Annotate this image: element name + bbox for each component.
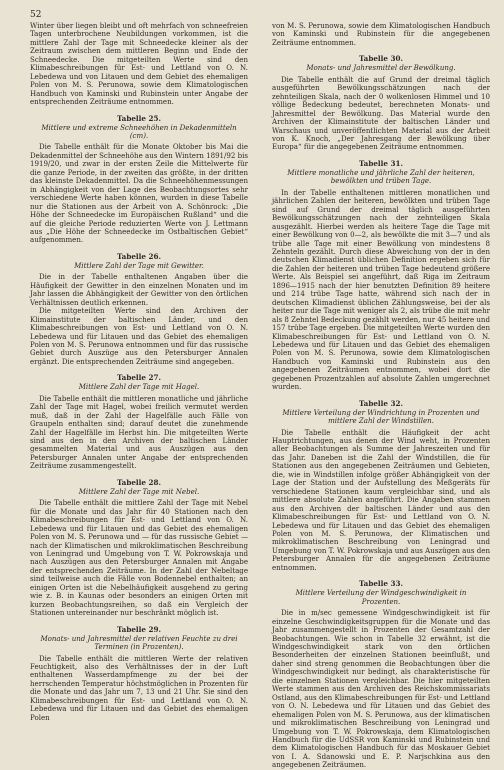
body-paragraph: In der Tabelle enthaltenen mittleren monatlichen und jährlichen Zahlen der heiteren, bewölkten und trüben Tage sind auf Grund der dreimal täglich ausgeführten Bewölkungsschätzungen nach der zehnteiligen Skala ausgezählt. Hierbei werden als heitere Tage die Tage mit einer Bewölkung von 0—2, als bewölkte die mit 3—7 und als trübe alle Tage mit einer Bewölkung von mindestens 8 Zehnteln gezählt. Durch diese Abweichung von der in den deutschen Klimadienst üblichen Definition ergeben sich für die Zahlen der heiteren und trüben Tage bedeutend größere Werte. Als Beispiel sei angeführt, daß Riga im Zeitraum 1896—1915 nach der hier benutzten Definition 89 heitere und 214 trübe Tage hatte, während sich nach der in deutschen Klimadienst üblichen Zählungsweise, bei der als heiter nur die Tage mit weniger als 2, als trübe die mit mehr als 8 Zehntel Bedeckung gezählt werden, nur 45 heitere und 157 trübe Tage ergeben. Die mitgeteilten Werte wurden den Klimabeschreibungen für Est- und Lettland von O. N. Lebedewa und für Litauen und das Gebiet des ehemaligen Polen von M. S. Perunowa, sowie dem Klimatologischen Handbuch von Kaminski und Rubinstein aus den angegebenen Zeiträumen entnommen, wobei dort die gegebenen Prozentzahlen auf absolute Zahlen umgerechnet wurden. bbox=[272, 187, 490, 392]
table-section-caption: Mittlere Zahl der Tage mit Hagel. bbox=[78, 382, 200, 392]
body-paragraph: Die in der Tabelle enthaltenen Angaben über die Häufigkeit der Gewitter in den einzelnen Monaten und im Jahr lassen die Abhängigkeit der Gewitter von den örtlichen Verhältnissen deutlich erkennen. bbox=[30, 272, 248, 307]
table-section-title: Tabelle 28. bbox=[117, 477, 161, 487]
table-section-caption: Monats- und Jahresmittel der Bewölkung. bbox=[306, 63, 456, 73]
table-section-caption: Mittlere Verteilung der Windgeschwindigkeit in Prozenten. bbox=[295, 588, 467, 606]
table-section-title: Tabelle 31. bbox=[359, 158, 403, 168]
body-paragraph: von M. S. Perunowa, sowie dem Klimatologischen Handbuch von Kaminski und Rubinstein für die angegebenen Zeiträume entnommen. bbox=[272, 21, 490, 47]
body-paragraph: Die in m/sec gemessene Windgeschwindigkeit ist für einzelne Geschwindigkeitsgruppen für die Monate und das Jahr zusammengestellt in Prozenten der Gesamtzahl der Beobachtungen. Wie schon in Tabelle 32 erwähnt, ist die Windgeschwindigkeit stark von den örtlichen Besonderheiten der einzelnen Stationen beeinflußt, und daher sind streng genommen die Beobachtungen über die Windgeschwindigkeit nur bedingt, als charakteristische für die einzelnen Stationen vergleichbar. Die hier mitgeteilten Werte stammen aus den Archiven des Reichskommissariats Ostland, aus den Klimabeschreibungen für Est- und Lettland von O. N. Lebedewa und für Litauen und das Gebiet des ehemaligen Polen von M. S. Perunowa, aus der klimatischen und mikroklimatischen Beschreibung von Leningrad und Umgebung von T. W. Pokrowskaja, dem Klimatologischen Handbuch für die UdSSR von Kaminski und Rubinstein und dem Klimatologischen Handbuch für das Moskauer Gebiet von I. A. Sdanowski und E. P. Narjschkina aus den angegebenen Zeiträumen. bbox=[272, 608, 490, 770]
table-section-title: Tabelle 30. bbox=[359, 54, 403, 64]
table-section-caption: Monats- und Jahresmittel der relativen Feuchte zu drei Terminen (in Prozenten). bbox=[40, 633, 238, 652]
body-paragraph: Die Tabelle enthält die Häufigkeit der acht Hauptrichtungen, aus denen der Wind weht, in Prozenten aller Beobachtungen als Summe der Jahreszeiten und für das Jahr. Daneben ist die Zahl der Windstillen, die für Stationen aus den angegebenen Zeiträumen und Gebieten, die, wie in Windstillen infolge größer Abhängigkeit von der Lage der Station und der Aufstellung des Meßgeräts für verschiedene Stationen kaum vergleichbar sind, und als mittlere absolute Zahlen angeführt. Die Angaben stammen aus den Archiven der baltischen Länder und aus den Klimabeschreibungen für Est- und Lettland von O. N. Lebedewa und für Litauen und das Gebiet des ehemaligen Polen von M. S. Perunowa, der Klimatischen und mikroklimatischen Beschreibung von Leningrad und Umgebung von T. W. Pokrowskaja und aus Auszügen aus den Petersburger Annalen für die angegebenen Zeiträume entnommen. bbox=[272, 427, 490, 572]
table-section-title: Tabelle 32. bbox=[359, 398, 403, 408]
table-section-caption: Mittlere Zahl der Tage mit Gewitter. bbox=[74, 260, 204, 270]
table-section-title: Tabelle 26. bbox=[117, 251, 161, 261]
table-section-title: Tabelle 25. bbox=[117, 113, 161, 123]
table-section-title: Tabelle 27. bbox=[117, 373, 161, 383]
body-paragraph: Winter über liegen bleibt und oft mehrfach von schneefreien Tagen unterbrochene Neubildungen vorkommen, ist die mittlere Zahl der Tage mit Schneedecke kleiner als der Zeitraum zwischen dem mittleren Beginn und Ende der Schneedecke. Die mitgeteilten Werte sind den Klimabeschreibungen für Est- und Lettland von O. N. Lebedewa und von Litauen und dem Gebiet des ehemaligen Polen von M. S. Perunowa, sowie dem Klimatologischen Handbuch von Kaminski und Rubinstein unter Angabe der entsprechenden Zeiträume entnommen. bbox=[30, 21, 248, 107]
page-number: 52 bbox=[30, 10, 42, 20]
body-paragraph: Die Tabelle enthält die mittleren Werte der relativen Feuchtigkeit, also des Verhältnisses der in der Luft enthaltenen Wasserdampfmenge zu der bei der herrschenden Temperatur höchstmöglichen in Prozenten für die Monate und das Jahr um 7, 13 und 21 Uhr. Sie sind den Klimabeschreibungen für Est- und Lettland von O. N. Lebedewa und für Litauen und das Gebiet des ehemaligen Polen bbox=[30, 653, 248, 722]
body-paragraph: Die Tabelle enthält die mittlere Zahl der Tage mit Nebel für die Monate und das Jahr für 40 Stationen nach den Klimabeschreibungen für Est- und Lettland von O. N. Lebedewa und für Litauen und das Gebiet des ehemaligen Polen von M. S. Perunowa und — für das russische Gebiet — nach der Klimatischen und mikroklimatischen Beschreibung von Leningrad und Umgebung von T. W. Pokrowskaja und nach Auszügen aus den Petersburger Annalen mit Angabe der entsprechenden Zeiträume. In der Zahl der Nebeltage sind teilweise auch die Fälle von Bodennebel enthalten; an einigen Orten ist die Nebelhäufigkeit ausgehend zu gering wie z. B. in Kaunas oder besonders an einigen Orten mit kurzen Beobachtungsreihen, so daß ein Vergleich der Stationen untereinander nur beschränkt möglich ist. bbox=[30, 498, 248, 618]
table-section-caption: Mittlere Verteilung der Windrichtung in Prozenten und mittlere Zahl der Windstillen. bbox=[282, 407, 480, 426]
table-section-title: Tabelle 33. bbox=[359, 579, 403, 589]
table-section-caption: Mittlere Zahl der Tage mit Nebel. bbox=[78, 486, 200, 496]
body-paragraph: Die Tabelle enthält die mittleren monatliche und jährliche Zahl der Tage mit Hagel, wobei freilich vermutet werden muß, daß in der Zahl der Hagelfälle auch Fälle von Graupeln enthalten sind; darauf deutet die zunehmende Zahl der Hagelfälle im Herbst hin. Die mitgeteilten Werte sind aus den in den Archiven der baltischen Länder gesammelten Material und aus Auszügen aus den Petersburger Annalen unter Angabe der entsprechenden Zeiträume zusammengestellt. bbox=[30, 393, 248, 471]
table-section-caption: Mittlere monatliche und jährliche Zahl der heiteren, bewölkten und trüben Tage. bbox=[287, 167, 475, 186]
text-columns bbox=[30, 21, 490, 770]
body-paragraph: Die Tabelle enthält die auf Grund der dreimal täglich ausgeführten Bewölkungsschätzungen nach der zehnteiligen Skala, nach der 0 wolkenlosen Himmel und 10 völlige Bedeckung bedeutet, berechneten Monats- und Jahresmittel der Bewölkung. Das Material wurde den Archiven der Klimainstitute der baltischen Länder und Warschaus und unveröffentlichten Material aus der Arbeit von K. Knoch, „Der Jahresgang der Bewölkung über Europa“ für die angegebenen Zeiträume entnommen. bbox=[272, 74, 490, 152]
body-paragraph: Die mitgeteilten Werte sind den Archiven der Klimainstitute der baltischen Länder, und den Klimabeschreibungen von Est- und Lettland von O. N. Lebedewa und für Litauen und das Gebiet des ehemaligen Polen von M. S. Perunowa entnommen und für das russische Gebiet durch Auszüge aus den Petersburger Annalen ergänzt. Die entsprechenden Zeiträume sind angegeben. bbox=[30, 306, 248, 366]
body-paragraph: Die Tabelle enthält für die Monate Oktober bis Mai die Dekadenmittel der Schneehöhe aus den Wintern 1891/92 bis 1919/20, und zwar in der ersten Zeile die Mittelwerte für die ganze Periode, in der zweiten das größte, in der dritten das kleinste Dekadenmittel. Da die Schneehöhenmessungen in Abhängigkeit von der Lage des Beobachtungsortes sehr verschiedene Werte haben können, wurden in diese Tabelle nur die Stationen aus der Arbeit von A. Schönrock: „Die Höhe der Schneedecke im Europäischen Rußland“ und die auf die gleiche Periode reduzierten Werte von J. Lettmann aus „Die Höhe der Schneedecke im Ostbaltischen Gebiet“ aufgenommen. bbox=[30, 142, 248, 245]
left-column bbox=[30, 22, 248, 770]
table-section-caption: Mittlere und extreme Schneehöhen in Dekadenmitteln (cm). bbox=[41, 122, 237, 140]
right-column bbox=[272, 22, 490, 770]
table-section-title: Tabelle 29. bbox=[117, 624, 161, 634]
